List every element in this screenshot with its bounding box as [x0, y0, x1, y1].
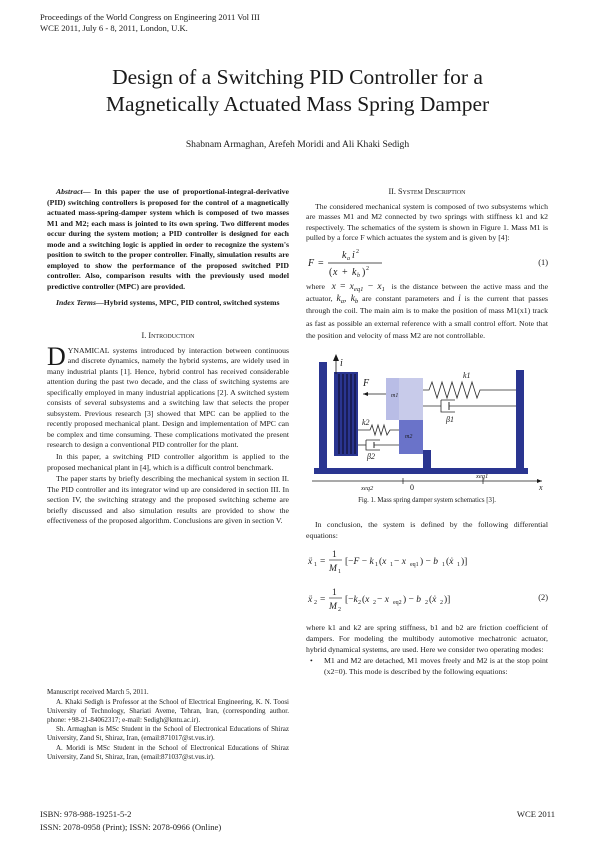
dropcap: D	[47, 341, 66, 371]
svg-text:ẍ: ẍ	[308, 595, 313, 606]
svg-text:2: 2	[356, 248, 359, 255]
footer-isbn-block	[40, 808, 221, 834]
svg-text:M: M	[329, 602, 337, 613]
figure-caption: Fig. 1. Mass spring damper system schematics [3].	[358, 496, 496, 504]
label-m2: m2	[405, 434, 413, 441]
svg-text:1: 1	[332, 588, 337, 599]
equation-1	[306, 246, 548, 280]
footer-isbn: ISBN: 978-988-19251-5-2	[40, 809, 132, 819]
intro-paragraph-1: DYNAMICAL systems introduced by interaction between continuous and discrete dynamics, namely the hybrid systems, are widely used in many industrial plants [1]. Hence, hybrid control has received considerable attention during the past two decade, and the class of switching systems are specifically employed in many industrial applications [2]. A switched system consists of several subsystems and a switching law that selects the proper subsystem. Previous research [3] showed that MPC can be applied to the recently proposed mechanical plant. Design and implementation of MPC can be complex and time consuming. These complications motivated the present research to design a conventional PID controller for the plant.	[47, 341, 289, 450]
svg-text:eq1: eq1	[410, 562, 419, 569]
svg-text:i: i	[352, 249, 355, 261]
equation-2	[306, 547, 548, 619]
abstract-text: — In this paper the use of proportional-integral-derivative (PID) switching controllers is proposed for the control of a magnetically actuated mass-spring-damper system which is composed of two masses M1 and M2; each mass is jointed to its own spring. Two different modes occur during the system motion; a PID controller is designed for each mode and a switching logic is applied in order to recognize the system's position to switch to the proper controller. Finally, simulation results are employed to show the performance of the proposed switched PID controller. Also, comparison results with the previously used model predictive controller (MPC) are provided.	[47, 187, 289, 291]
svg-text:b: b	[357, 272, 360, 279]
stop-block	[423, 450, 431, 468]
equation-1-number: (1)	[538, 257, 548, 267]
section-heading-system-description: II. System Description	[388, 187, 466, 196]
mode-bullet-1: • M1 and M2 are detached, M1 moves freely and M2 is at the stop point (x2=0). This mode is described by the following equations:	[306, 656, 548, 677]
svg-text:=: =	[320, 595, 326, 606]
svg-text:ẍ: ẍ	[308, 557, 313, 568]
bullet-dot: •	[310, 656, 313, 666]
label-m1: m1	[391, 393, 399, 400]
header-line-1: Proceedings of the World Congress on Engineering 2011 Vol III	[40, 12, 260, 22]
index-terms-label: Index Terms	[56, 298, 96, 308]
svg-text:1: 1	[457, 562, 460, 569]
authors: Shabnam Armaghan, Arefeh Moridi and Ali Khaki Sedigh	[185, 139, 410, 150]
label-k2: k2	[362, 418, 370, 428]
running-header	[40, 12, 260, 34]
svg-text:2: 2	[373, 600, 376, 607]
svg-text:1: 1	[332, 550, 337, 561]
svg-text:)]: )]	[461, 557, 468, 568]
footer-issn: ISSN: 2078-0958 (Print); ISSN: 2078-0966 (Online)	[40, 822, 222, 832]
svg-text:=: =	[318, 257, 324, 269]
svg-text:2: 2	[440, 600, 443, 607]
system-paragraph-2: In conclusion, the system is defined by the following differential equations:	[306, 520, 548, 540]
label-current: i	[340, 358, 343, 370]
svg-text:2: 2	[358, 600, 361, 607]
svg-text:(x: (x	[379, 557, 387, 568]
equation-2-number: (2)	[538, 593, 548, 603]
footnote-3: A. Moridi is MSc Student in the School of Electronical Educations of Shiraz University, Zand St, Shiraz, Iran, (email:871037@st.vus.ir).	[47, 744, 289, 762]
mass-1	[386, 378, 399, 420]
svg-text:(x: (x	[362, 595, 370, 606]
svg-text:): )	[362, 266, 366, 278]
svg-text:− x: − x	[377, 595, 389, 606]
mass-1-extension	[399, 378, 423, 420]
svg-text:1: 1	[375, 562, 378, 569]
mass-spring-damper-schematic	[306, 350, 548, 492]
svg-text:2: 2	[366, 265, 369, 272]
svg-text:x: x	[333, 266, 338, 278]
spring-k1	[423, 382, 516, 398]
label-beta2: β2	[367, 452, 375, 462]
svg-text:)]: )]	[444, 595, 451, 606]
footnote-1: A. Khaki Sedigh is Professor at the School of Electrical Engineering, K. N. Toosi University of Technology, Shariati Aveme, Tehran, Iran, (corresponding author. phone: +98-21-84062317; e-mail: Sedigh@kntu.ac.ir).	[47, 697, 289, 724]
title-line-2: Magnetically Actuated Mass Spring Damper	[105, 92, 490, 116]
system-paragraph-3: where k1 and k2 are spring stiffness, b1 and b2 are friction coefficient of dampers. For modeling the multibody automotive mechatronic actuator, hybrid dynamical systems, are used. Here we consider two operating modes:	[306, 623, 548, 654]
svg-text:1: 1	[338, 569, 341, 576]
svg-text:=: =	[320, 557, 326, 568]
header-line-2: WCE 2011, July 6 - 8, 2011, London, U.K.	[40, 23, 188, 33]
label-zero: 0	[410, 483, 414, 493]
label-k1: k1	[463, 371, 471, 381]
section-heading-introduction: I. Introduction	[141, 331, 195, 341]
svg-text:k: k	[342, 249, 347, 261]
svg-text:M: M	[329, 564, 337, 575]
footnote-received: Manuscript received March 5, 2011.	[47, 688, 149, 696]
abstract-label: Abstract	[56, 187, 83, 196]
label-xeq2: xeq2	[361, 485, 374, 493]
svg-text:k: k	[352, 266, 357, 278]
svg-text:(ẋ: (ẋ	[429, 595, 437, 606]
index-terms-text: —Hybrid systems, MPC, PID control, switched systems	[95, 298, 280, 308]
svg-text:[−F − k: [−F − k	[345, 557, 374, 568]
svg-text:1: 1	[390, 562, 393, 569]
paper-title	[40, 64, 555, 118]
svg-text:(ẋ: (ẋ	[446, 557, 454, 568]
intro-paragraph-3: The paper starts by briefly describing the mechanical system in section II. The PID controller and its integrator wind up are considered in section III. In section IV, the switching strategy and the proposed switching scheme are briefly discussed and also simulation results are provided to show the effectiveness of the proposed algorithm. Conclusions are given in section V.	[47, 474, 289, 526]
svg-text:1: 1	[442, 562, 445, 569]
footnote-2: Sh. Armaghan is MSc Student in the School of Electronical Educations of Shiraz University, Zand St, Shiraz, Iran, (email:871017@st.vus.ir).	[47, 725, 289, 743]
left-column	[47, 187, 289, 528]
svg-text:2: 2	[314, 600, 317, 607]
floor	[314, 468, 528, 474]
right-wall	[516, 370, 524, 474]
figure-1	[306, 350, 548, 506]
label-beta1: β1	[446, 415, 454, 425]
equation-1-formula	[306, 246, 466, 280]
footer-conference: WCE 2011	[516, 809, 555, 819]
abstract	[47, 187, 289, 292]
label-force: F	[363, 378, 370, 390]
svg-text:2: 2	[338, 607, 341, 614]
right-column	[306, 187, 548, 677]
svg-text:(: (	[329, 266, 333, 278]
left-wall	[319, 362, 327, 474]
svg-text:F: F	[308, 257, 315, 269]
title-line-1: Design of a Switching PID Controller for a	[112, 65, 483, 89]
label-x: x	[539, 483, 543, 493]
svg-text:eq2: eq2	[393, 600, 402, 607]
label-xeq1: xeq1	[476, 473, 489, 481]
coil-block	[334, 372, 358, 456]
system-paragraph-where: where $x = x_{eq1} - x_1$ is the distance between the active mass and the actuator, $k_a$, $k_b$ are constant parameters and i is the current that passes through the coil. The main aim is to make the position of mass M1(x1) track as fast as possible an external reference with a small control effort. Note that the position and velocity of mass M2 are not controllable.	[306, 281, 549, 340]
svg-text:− x: − x	[394, 557, 406, 568]
index-terms	[47, 298, 289, 309]
svg-text:a: a	[347, 255, 350, 262]
equation-2-formula	[306, 547, 506, 619]
svg-text:1: 1	[314, 562, 317, 569]
intro-paragraph-2: In this paper, a switching PID controller algorithm is applied to the proposed mechanical plant in [4], which is a difficult control benchmark.	[47, 452, 289, 472]
svg-text:) − b: ) − b	[403, 595, 422, 606]
svg-text:[−k: [−k	[345, 595, 358, 606]
svg-text:) − b: ) − b	[420, 557, 439, 568]
footnotes	[47, 688, 289, 763]
svg-text:2: 2	[425, 600, 428, 607]
svg-text:+: +	[342, 266, 348, 278]
system-paragraph-1: The considered mechanical system is composed of two subsystems which are masses M1 and M2 connected by two springs with stiffness k1 and k2 respectively. The schematics of the system is shown in Figure 1. Mass M1 is pulled by a force F which actuates the system and is given by [4]:	[306, 201, 548, 243]
